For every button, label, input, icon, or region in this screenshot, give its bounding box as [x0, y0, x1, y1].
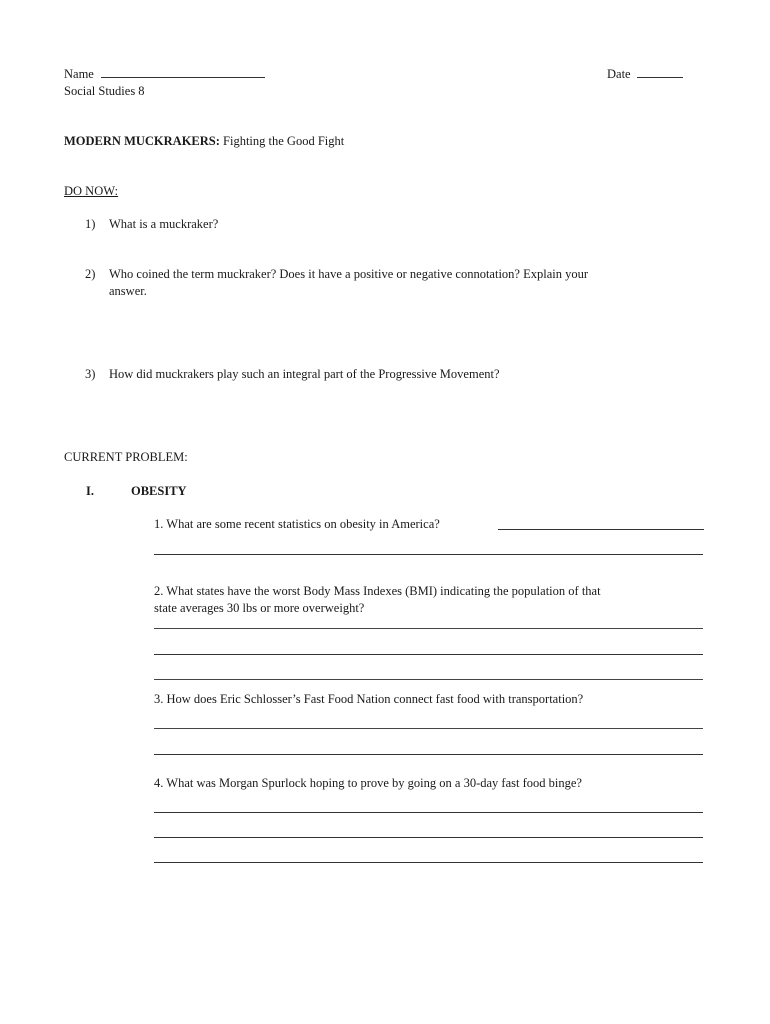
- section-number: I.: [86, 484, 94, 498]
- title-bold: MODERN MUCKRAKERS:: [64, 134, 220, 148]
- obesity-q2-text: 2. What states have the worst Body Mass Indexes (BMI) indicating the population of that: [154, 584, 601, 598]
- title-rest: Fighting the Good Fight: [223, 134, 345, 148]
- obesity-q4-answer-line-1[interactable]: [154, 812, 703, 813]
- do-now-q3-num: 3): [85, 367, 96, 381]
- obesity-q2-answer-line-2[interactable]: [154, 654, 703, 655]
- worksheet-title: [64, 133, 344, 149]
- obesity-q4-answer-line-2[interactable]: [154, 837, 703, 838]
- date-line: [607, 66, 683, 82]
- do-now-q1-text: What is a muckraker?: [109, 217, 219, 231]
- do-now-q2-text-cont: answer.: [109, 284, 147, 298]
- name-blank[interactable]: [101, 66, 265, 78]
- obesity-q1-answer-line-1[interactable]: [498, 529, 704, 530]
- do-now-heading: DO NOW:: [64, 184, 119, 198]
- obesity-q4-answer-line-3[interactable]: [154, 862, 703, 863]
- obesity-q2-text-cont: state averages 30 lbs or more overweight?: [154, 601, 365, 615]
- course-label: Social Studies 8: [64, 84, 145, 98]
- name-line: [64, 66, 265, 82]
- obesity-q2-answer-line-3[interactable]: [154, 679, 703, 680]
- date-label: Date: [607, 67, 631, 81]
- do-now-q2-text: Who coined the term muckraker? Does it have a positive or negative connotation? Explain your: [109, 267, 589, 281]
- date-blank[interactable]: [637, 66, 683, 78]
- obesity-q4-text: 4. What was Morgan Spurlock hoping to prove by going on a 30-day fast food binge?: [154, 776, 582, 790]
- obesity-q3-answer-line-2[interactable]: [154, 754, 703, 755]
- section-title: OBESITY: [131, 484, 187, 498]
- do-now-q1-num: 1): [85, 217, 96, 231]
- name-label: Name: [64, 67, 94, 81]
- obesity-q2-answer-line-1[interactable]: [154, 628, 703, 629]
- obesity-q3-text: 3. How does Eric Schlosser’s Fast Food Nation connect fast food with transportation?: [154, 692, 584, 706]
- current-problem-heading: CURRENT PROBLEM:: [64, 450, 188, 464]
- obesity-q1-answer-line-2[interactable]: [154, 554, 703, 555]
- obesity-q3-answer-line-1[interactable]: [154, 728, 703, 729]
- do-now-q2-num: 2): [85, 267, 96, 281]
- obesity-q1-text: 1. What are some recent statistics on obesity in America?: [154, 517, 440, 531]
- do-now-q3-text: How did muckrakers play such an integral part of the Progressive Movement?: [109, 367, 500, 381]
